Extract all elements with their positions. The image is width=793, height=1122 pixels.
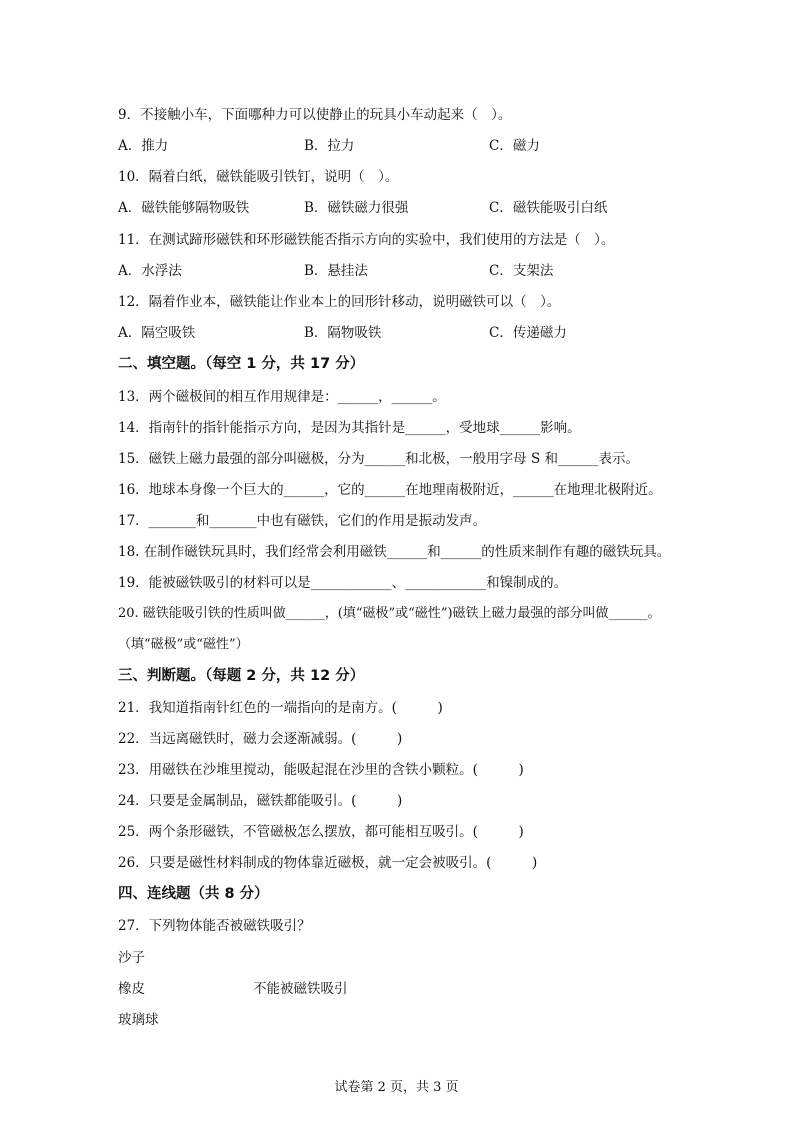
match-item-eraser: 橡皮 bbox=[118, 981, 145, 997]
question-11-stem: 11．在测试蹄形磁铁和环形磁铁能否指示方向的实验中，我们使用的方法是（ ）。 bbox=[118, 232, 615, 248]
question-13: 13．两个磁极间的相互作用规律是：______，______。 bbox=[118, 389, 446, 405]
question-11-option-a: A．水浮法 bbox=[118, 263, 182, 279]
question-11-option-b: B．悬挂法 bbox=[304, 263, 368, 279]
question-12-option-b: B．隔物吸铁 bbox=[304, 325, 382, 341]
question-9-stem: 9．不接触小车，下面哪种力可以使静止的玩具小车动起来（ ）。 bbox=[118, 107, 512, 123]
page-footer: 试卷第 2 页，共 3 页 bbox=[334, 1080, 459, 1095]
question-23: 23．用磁铁在沙堆里搅动，能吸起混在沙里的含铁小颗粒。( ) bbox=[118, 762, 524, 778]
match-item-glass-ball: 玻璃球 bbox=[118, 1012, 159, 1028]
question-15: 15．磁铁上磁力最强的部分叫磁极，分为______和北极，一般用字母 S 和______表示。 bbox=[118, 451, 640, 467]
question-17: 17．_______和_______中也有磁铁，它们的作用是振动发声。 bbox=[118, 513, 487, 529]
question-22: 22．当远离磁铁时，磁力会逐渐减弱。( ) bbox=[118, 731, 403, 747]
question-12-stem: 12．隔着作业本，磁铁能让作业本上的回形针移动，说明磁铁可以（ ）。 bbox=[118, 294, 561, 310]
question-14: 14．指南针的指针能指示方向，是因为其指针是______，受地球______影响。 bbox=[118, 420, 581, 436]
match-target-not-attracted: 不能被磁铁吸引 bbox=[253, 981, 348, 997]
section-heading-matching: 四、连线题（共 8 分） bbox=[118, 886, 269, 902]
question-9-option-c: C．磁力 bbox=[489, 138, 540, 154]
question-9-option-a: A．推力 bbox=[118, 138, 169, 154]
question-20: 20. 磁铁能吸引铁的性质叫做______，(填“磁极”或“磁性”)磁铁上磁力最强的部分叫做______。 bbox=[118, 606, 661, 621]
question-10-option-b: B．磁铁磁力很强 bbox=[304, 200, 409, 216]
question-24: 24．只要是金属制品，磁铁都能吸引。( ) bbox=[118, 793, 403, 809]
question-27: 27．下列物体能否被磁铁吸引？ bbox=[118, 918, 311, 934]
question-21: 21．我知道指南针红色的一端指向的是南方。( ) bbox=[118, 700, 443, 716]
section-heading-fill-in: 二、填空题。（每空 1 分，共 17 分） bbox=[118, 356, 365, 372]
question-10-option-a: A．磁铁能够隔物吸铁 bbox=[118, 200, 250, 216]
question-19: 19．能被磁铁吸引的材料可以是____________、____________和镍制成的。 bbox=[118, 575, 568, 591]
question-10-stem: 10．隔着白纸，磁铁能吸引铁钉，说明（ ）。 bbox=[118, 169, 399, 185]
question-12-option-c: C．传递磁力 bbox=[489, 325, 567, 341]
question-20-note: （填“磁极”或“磁性”） bbox=[118, 637, 249, 652]
question-10-option-c: C．磁铁能吸引白纸 bbox=[489, 200, 608, 216]
match-item-sand: 沙子 bbox=[118, 950, 145, 966]
section-heading-true-false: 三、判断题。（每题 2 分，共 12 分） bbox=[118, 668, 365, 684]
question-11-option-c: C．支架法 bbox=[489, 263, 554, 279]
question-12-option-a: A．隔空吸铁 bbox=[118, 325, 196, 341]
question-25: 25．两个条形磁铁，不管磁极怎么摆放，都可能相互吸引。( ) bbox=[118, 824, 524, 840]
question-16: 16．地球本身像一个巨大的______，它的______在地理南极附近，______在地理北极附近。 bbox=[118, 482, 662, 498]
question-9-option-b: B．拉力 bbox=[304, 138, 355, 154]
question-26: 26．只要是磁性材料制成的物体靠近磁极，就一定会被吸引。( ) bbox=[118, 855, 538, 871]
question-18: 18. 在制作磁铁玩具时，我们经常会利用磁铁______和______的性质来制作有趣的磁铁玩具。 bbox=[118, 544, 671, 560]
